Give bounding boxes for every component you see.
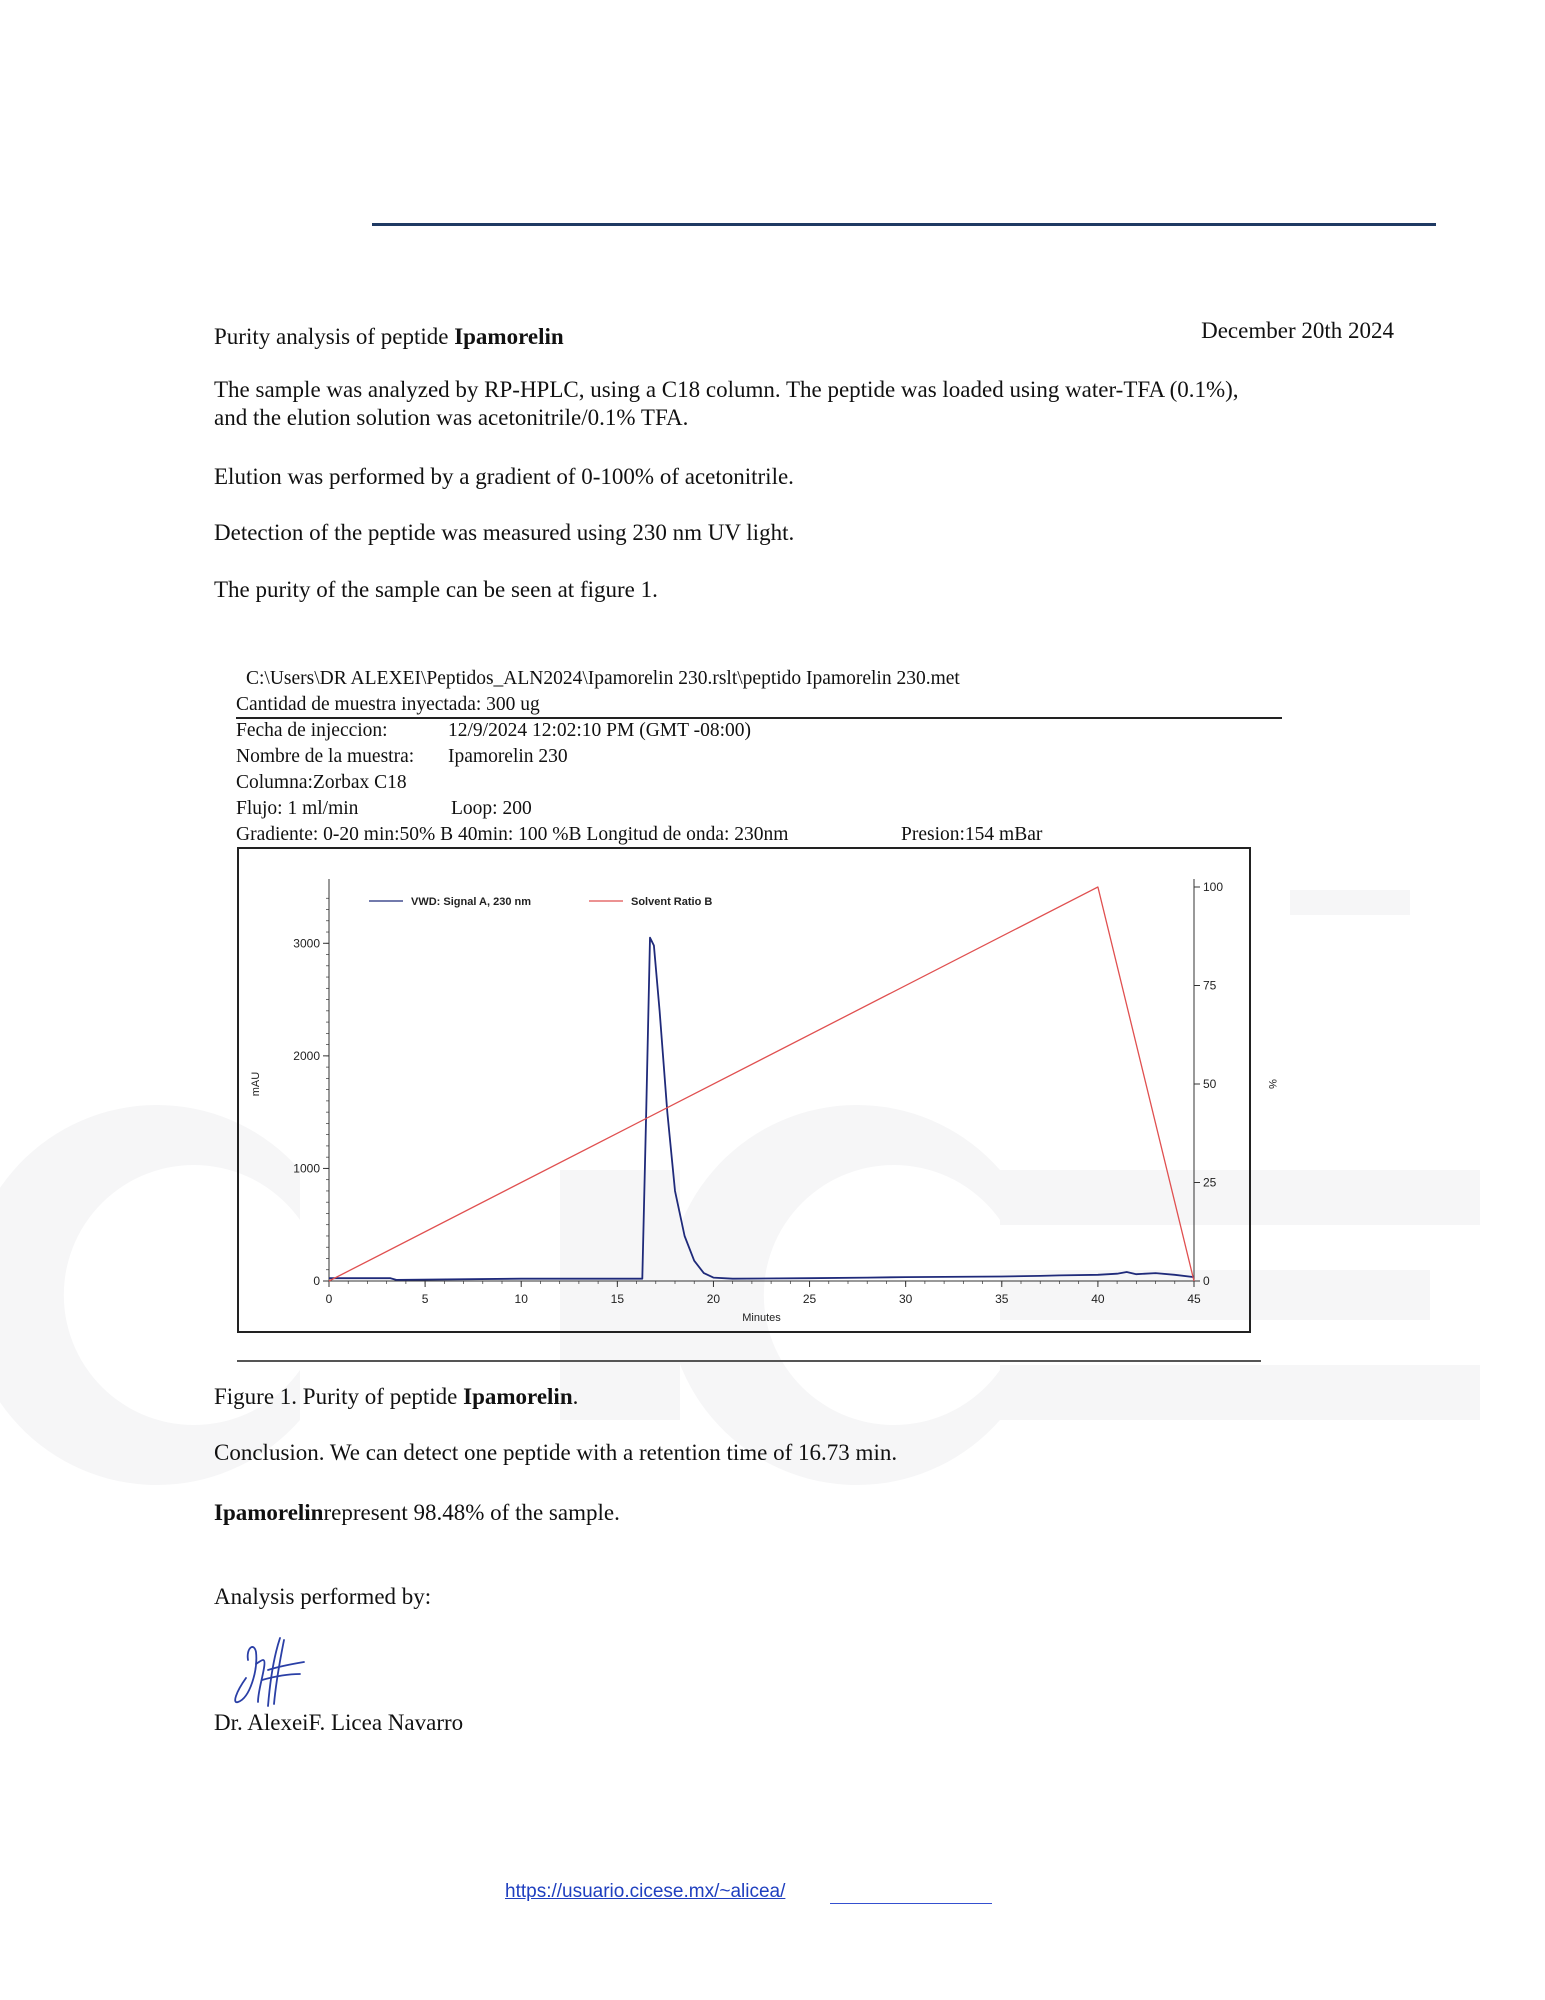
method-divider xyxy=(236,717,1282,719)
legend-label-1: Solvent Ratio B xyxy=(631,896,713,908)
conclusion-text: Conclusion. We can detect one peptide with a retention time of 16.73 min. xyxy=(214,1440,898,1465)
x-tick-label: 30 xyxy=(898,1292,913,1306)
paragraph-elution: Elution was performed by a gradient of 0-100% of acetonitrile. xyxy=(214,464,794,489)
figure-caption: Figure 1. Purity of peptide Ipamorelin. xyxy=(214,1384,579,1409)
y-tick-label: 1000 xyxy=(293,1161,320,1176)
x-tick-label: 40 xyxy=(1091,1292,1105,1306)
y-tick-label: 3000 xyxy=(293,936,320,951)
legend-label-0: VWD: Signal A, 230 nm xyxy=(411,896,532,908)
x-tick-label: 10 xyxy=(514,1292,528,1306)
chart-legend xyxy=(369,896,712,908)
document-title: Purity analysis of peptide Ipamorelin xyxy=(214,324,564,349)
y2-tick-label: 50 xyxy=(1203,1077,1217,1091)
paragraph-detection: Detection of the peptide was measured using 230 nm UV light. xyxy=(214,520,795,545)
method-amount: Cantidad de muestra inyectada: 300 ug xyxy=(236,694,540,715)
x-tick-label: 35 xyxy=(995,1292,1009,1306)
y-axis-label: mAU xyxy=(250,1071,262,1097)
footer-underline xyxy=(830,1903,992,1904)
y2-tick-label: 25 xyxy=(1203,1175,1217,1190)
x-tick-label: 5 xyxy=(421,1292,429,1306)
method-column: Columna:Zorbax C18 xyxy=(236,772,407,793)
x-tick-label: 0 xyxy=(325,1292,333,1306)
method-path: C:\Users\DR ALEXEI\Peptidos_ALN2024\Ipamorelin 230.rslt\peptido Ipamorelin 230.met xyxy=(246,668,960,689)
series-line-0 xyxy=(329,938,1194,1280)
footer-website-link[interactable]: https://usuario.cicese.mx/~alicea/ xyxy=(505,1881,786,1902)
series-line-1 xyxy=(329,887,1194,1281)
y2-tick-label: 0 xyxy=(1203,1274,1210,1288)
figure-divider xyxy=(237,1360,1261,1362)
chart-marks xyxy=(329,887,1194,1281)
x-tick-label: 25 xyxy=(802,1292,817,1306)
signature-image xyxy=(228,1630,318,1710)
document-date: December 20th 2024 xyxy=(1201,318,1394,343)
x-tick-label: 45 xyxy=(1187,1292,1201,1306)
purity-statement: Ipamorelinrepresent 98.48% of the sample. xyxy=(214,1500,620,1525)
x-axis-label: Minutes xyxy=(742,1312,781,1324)
y2-tick-label: 100 xyxy=(1203,880,1224,894)
y2-tick-label: 75 xyxy=(1203,978,1217,993)
x-tick-label: 15 xyxy=(610,1292,625,1306)
peptide-name: Ipamorelin xyxy=(454,324,564,349)
y-tick-label: 0 xyxy=(313,1274,320,1288)
chart-axes xyxy=(250,879,1278,1324)
paragraph-method: The sample was analyzed by RP-HPLC, using a C18 column. The peptide was loaded using water-TFA (0.1%), and the elution solution was acetonitrile/0.1% TFA. xyxy=(214,377,1239,430)
chromatogram-frame xyxy=(237,847,1278,1333)
performed-by-label: Analysis performed by: xyxy=(214,1584,432,1609)
paragraph-purity-ref: The purity of the sample can be seen at figure 1. xyxy=(214,577,658,602)
x-tick-label: 20 xyxy=(706,1292,721,1306)
chromatogram-chart xyxy=(239,849,1278,1331)
signer-name: Dr. AlexeiF. Licea Navarro xyxy=(214,1710,464,1735)
header-rule xyxy=(372,223,1436,226)
y2-axis-label: % xyxy=(1266,1079,1278,1089)
y-tick-label: 2000 xyxy=(293,1048,320,1063)
